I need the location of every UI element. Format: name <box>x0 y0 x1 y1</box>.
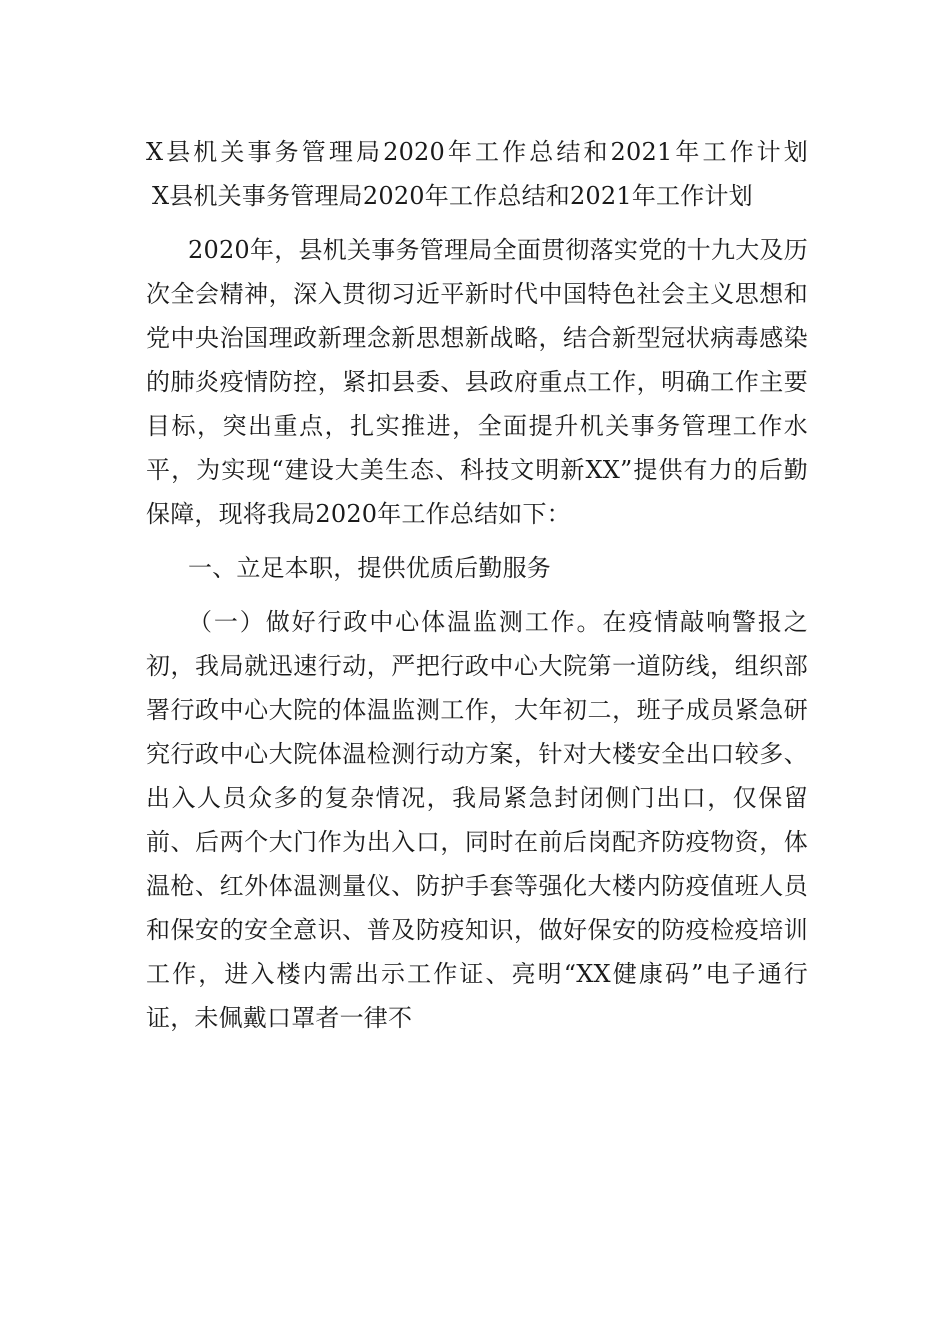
document-title: X县机关事务管理局2020年工作总结和2021年工作计划 <box>146 138 808 166</box>
document-body <box>146 130 808 1040</box>
subsection-paragraph: （一）做好行政中心体温监测工作。在疫情敲响警报之初，我局就迅速行动，严把行政中心大院第一道防线，组织部署行政中心大院的体温监测工作，大年初二，班子成员紧急研究行政中心大院体温检测行动方案，针对大楼安全出口较多、出入人员众多的复杂情况，我局紧急封闭侧门出口，仅保留前、后两个大门作为出入口，同时在前后岗配齐防疫物资，体温枪、红外体温测量仪、防护手套等强化大楼内防疫值班人员和保安的安全意识、普及防疫知识，做好保安的防疫检疫培训工作，进入楼内需出示工作证、亮明“XX健康码”电子通行证，未佩戴口罩者一律不 <box>146 608 808 1032</box>
section-heading: 一、立足本职，提供优质后勤服务 <box>188 554 551 582</box>
intro-paragraph: 2020年，县机关事务管理局全面贯彻落实党的十九大及历次全会精神，深入贯彻习近平新时代中国特色社会主义思想和党中央治国理政新理念新思想新战略，结合新型冠状病毒感染的肺炎疫情防控，紧扣县委、县政府重点工作，明确工作主要目标，突出重点，扎实推进，全面提升机关事务管理工作水平，为实现“建设大美生态、科技文明新XX”提供有力的后勤保障，现将我局2020年工作总结如下： <box>146 236 808 528</box>
document-title-repeat: X县机关事务管理局2020年工作总结和2021年工作计划 <box>152 182 753 210</box>
